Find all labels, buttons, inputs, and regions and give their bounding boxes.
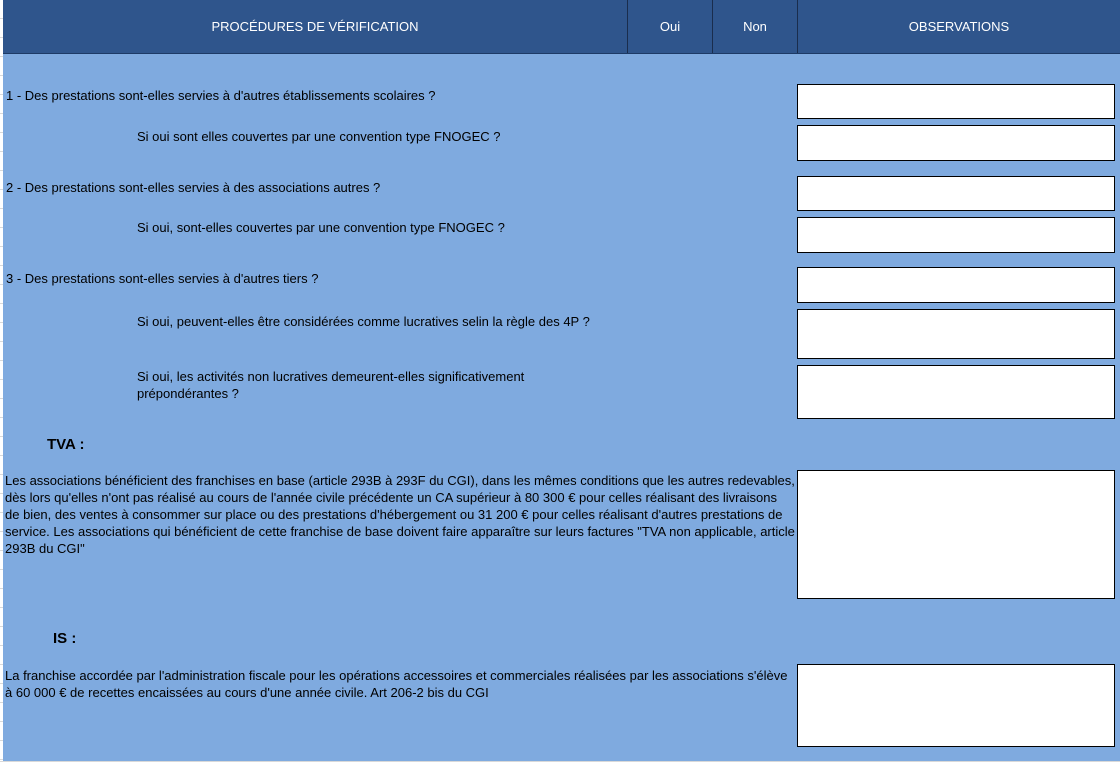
observation-field-q1-sub[interactable] [797, 125, 1115, 161]
observation-field-q3-sub-1[interactable] [797, 309, 1115, 359]
is-text: La franchise accordée par l'administration fiscale pour les opérations accessoires et commerciales réalisées par les associations s'élève à 60 000 € de recettes encaissées au cours d'une année civile. Art 206-2 bis du CGI [5, 668, 792, 700]
table-header [3, 0, 1120, 54]
tva-heading: TVA : [47, 436, 85, 453]
observation-field-q2-sub[interactable] [797, 217, 1115, 253]
question-1: 1 - Des prestations sont-elles servies à d'autres établissements scolaires ? [6, 88, 436, 103]
question-1-sub: Si oui sont elles couvertes par une convention type FNOGEC ? [137, 129, 501, 144]
observation-field-q2[interactable] [797, 176, 1115, 211]
question-2: 2 - Des prestations sont-elles servies à des associations autres ? [6, 180, 381, 195]
header-oui: Oui [628, 0, 713, 53]
header-non: Non [713, 0, 798, 53]
observation-field-is[interactable] [797, 664, 1115, 747]
tva-text: Les associations bénéficient des franchises en base (article 293B à 293F du CGI), dans les mêmes conditions que les autres redevables, dès lors qu'elles n'ont pas réalisé au cours de l'année civile précédente un CA supérieur à 80 300 € pour celles réalisant des livraisons de bien, des ventes à consommer sur place ou des prestations d'hébergement ou 31 200 € pour celles réalisant d'autres prestations de service. Les associations qui bénéficient de cette franchise de base doivent faire apparaître sur leurs factures "TVA non applicable, article 293B du CGI" [5, 473, 795, 556]
question-3: 3 - Des prestations sont-elles servies à d'autres tiers ? [6, 271, 319, 286]
question-3-sub-1: Si oui, peuvent-elles être considérées comme lucratives selin la règle des 4P ? [137, 314, 590, 329]
observation-field-q1[interactable] [797, 84, 1115, 119]
question-2-sub: Si oui, sont-elles couvertes par une convention type FNOGEC ? [137, 220, 505, 235]
observation-field-q3[interactable] [797, 267, 1115, 303]
header-observations: OBSERVATIONS [908, 19, 1010, 34]
question-3-sub-2: Si oui, les activités non lucratives demeurent-elles significativement prépondérantes ? [137, 369, 528, 401]
header-procedures: PROCÉDURES DE VÉRIFICATION [3, 0, 628, 53]
observation-field-q3-sub-2[interactable] [797, 365, 1115, 419]
is-heading: IS : [53, 630, 77, 647]
empty-row [0, 761, 1120, 775]
observation-field-tva[interactable] [797, 470, 1115, 599]
